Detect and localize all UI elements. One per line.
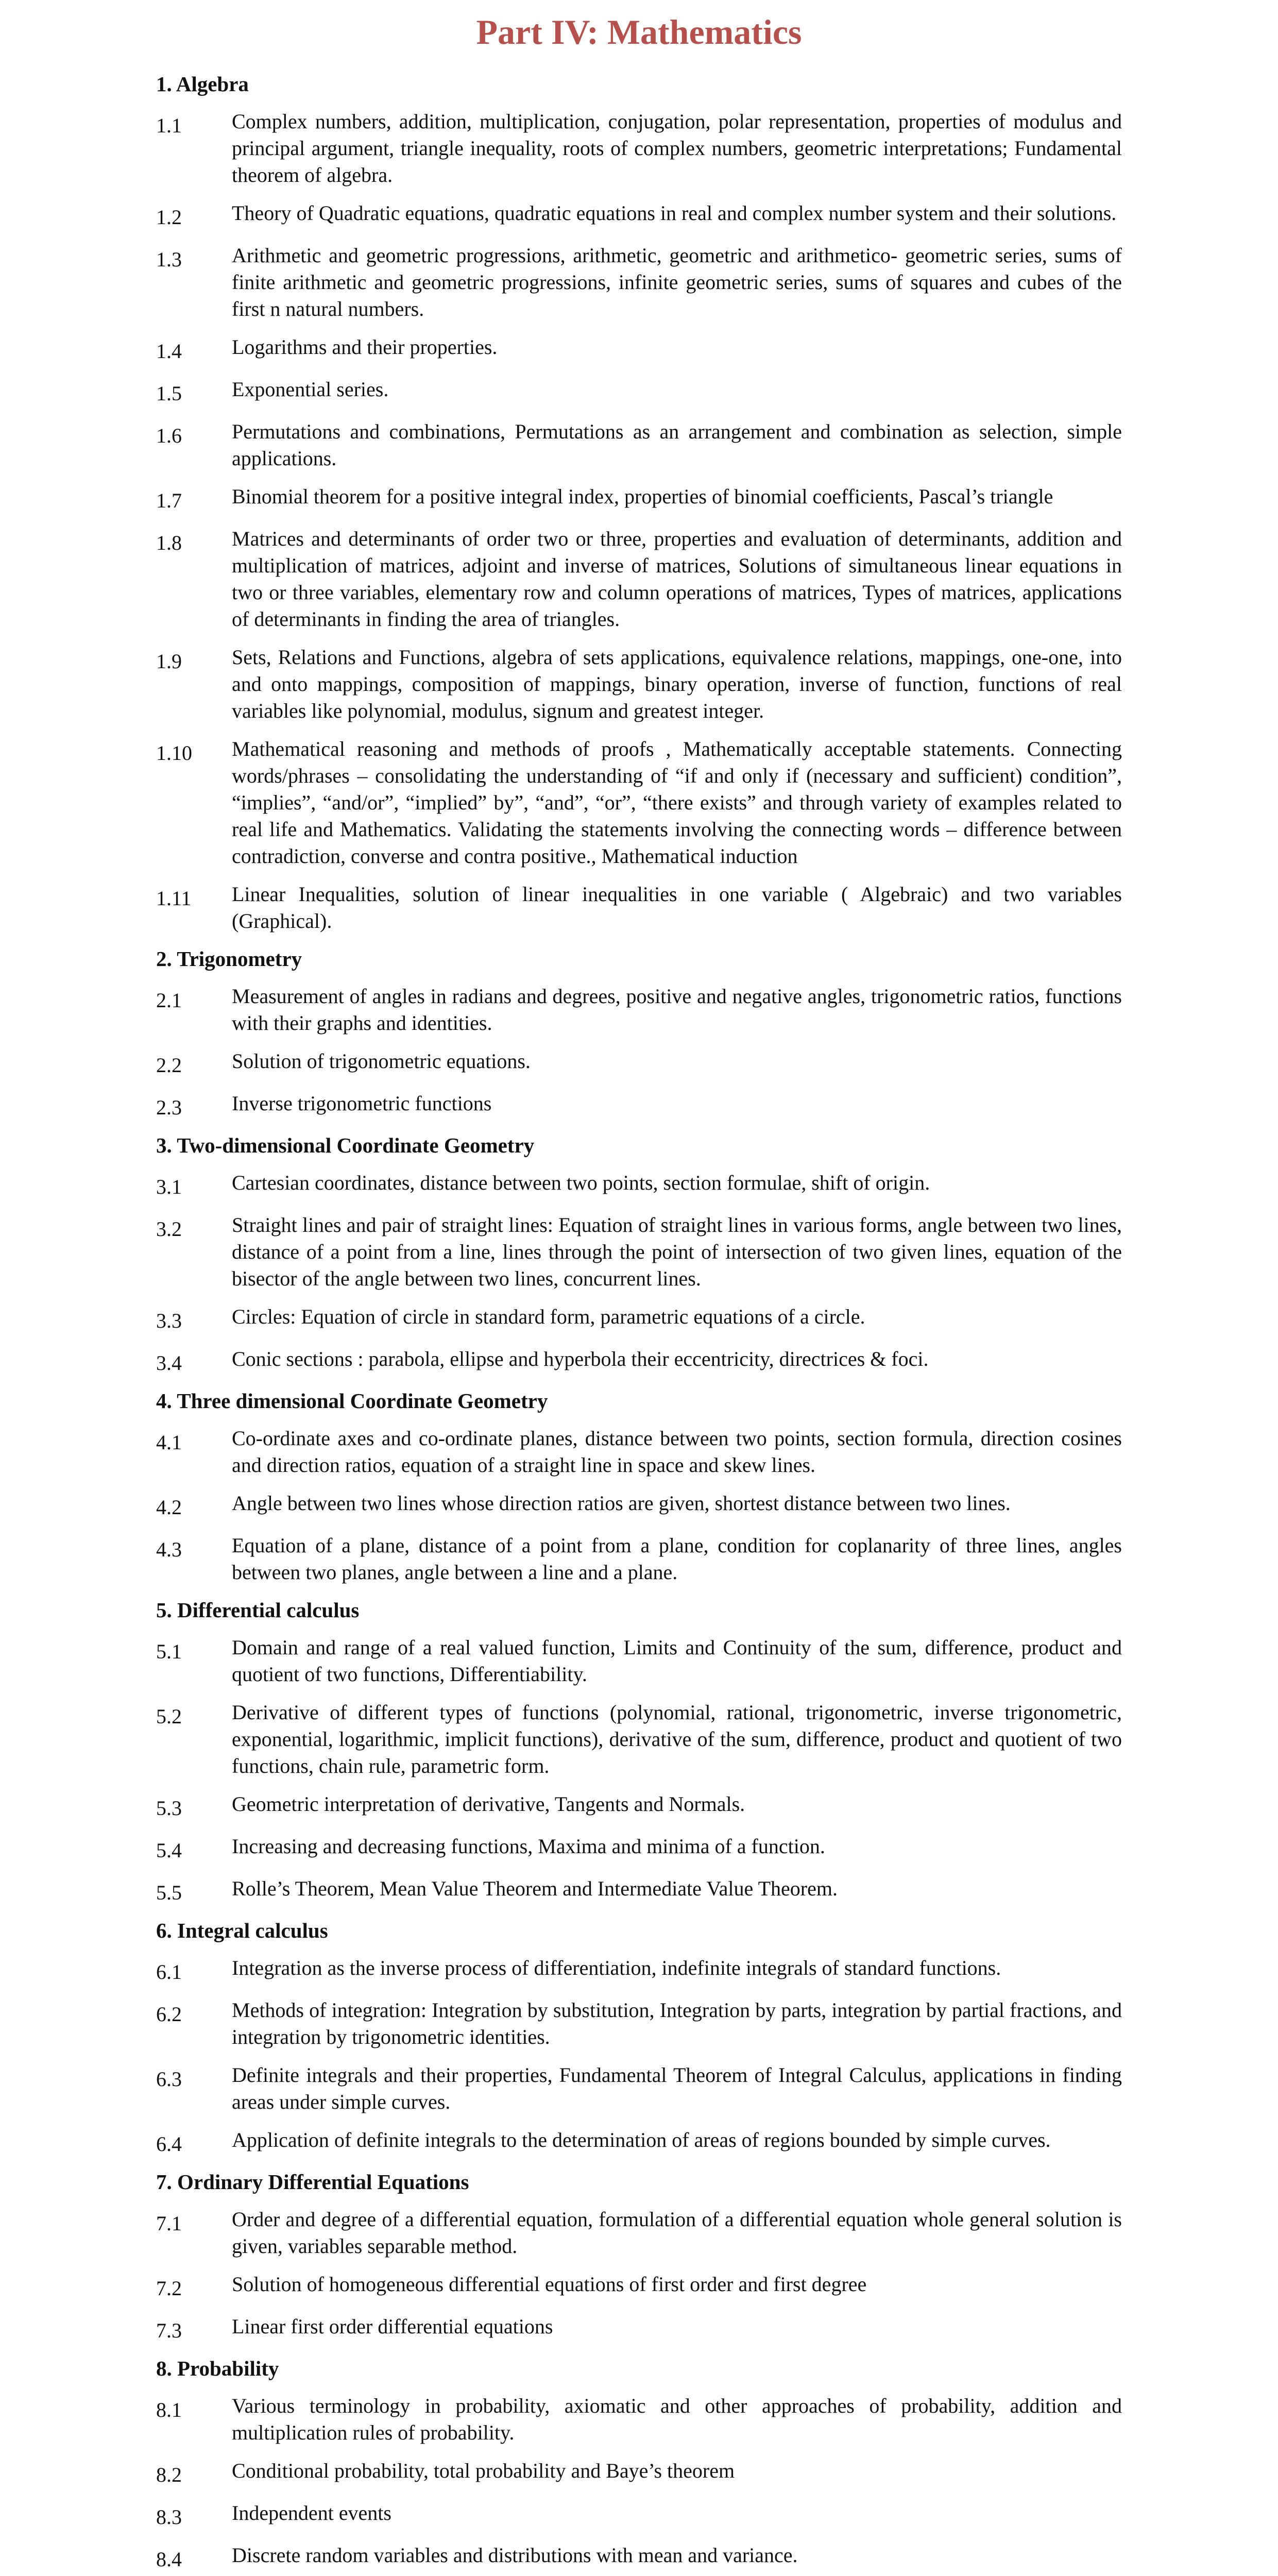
topic-number: 2.3 bbox=[156, 1096, 182, 1119]
topic-description: Mathematical reasoning and methods of proofs , Mathematically acceptable statements. Connecting words/phrases – consolidating the understanding of “if and only if (necessary and sufficient) condition”, “implies”, “and/or”, “implied” by”, “and”, “or”, “there exists” and through variety of examples related to real life and Mathematics. Validating the statements involving the connecting words – difference between contradiction, converse and contra positive., Mathematical induction bbox=[232, 737, 1122, 868]
topic-item bbox=[156, 1997, 1122, 2050]
topic-description: Definite integrals and their properties, Fundamental Theorem of Integral Calculus, applications in finding areas under simple curves. bbox=[232, 2063, 1122, 2113]
topic-description: Conic sections : parabola, ellipse and hyperbola their eccentricity, directrices & foci. bbox=[232, 1347, 929, 1370]
topic-number: 6.4 bbox=[156, 2132, 182, 2156]
syllabus-section bbox=[156, 2355, 1122, 2573]
syllabus-section bbox=[156, 1388, 1122, 1586]
topic-number: 1.6 bbox=[156, 424, 182, 447]
topic-number: 3.4 bbox=[156, 1351, 182, 1375]
topic-item bbox=[156, 200, 1122, 231]
topic-description: Methods of integration: Integration by substitution, Integration by parts, integration by partial fractions, and integration by trigonometric identities. bbox=[232, 1998, 1122, 2048]
topic-number: 5.5 bbox=[156, 1881, 182, 1904]
topic-description: Derivative of different types of functions (polynomial, rational, trigonometric, inverse trigonometric, exponential, logarithmic, implicit functions), derivative of the sum, difference, product and quotient of two functions, chain rule, parametric form. bbox=[232, 1701, 1122, 1777]
topic-number: 1.1 bbox=[156, 114, 182, 137]
topic-item bbox=[156, 2206, 1122, 2260]
topic-item bbox=[156, 1212, 1122, 1292]
topic-description: Solution of homogeneous differential equations of first order and first degree bbox=[232, 2273, 867, 2296]
topic-description: Complex numbers, addition, multiplication, conjugation, polar representation, properties of modulus and principal argument, triangle inequality, roots of complex numbers, geometric interpretations; Fundamental theorem of algebra. bbox=[232, 110, 1122, 187]
topic-item bbox=[156, 881, 1122, 935]
topic-item bbox=[156, 983, 1122, 1037]
topic-item bbox=[156, 1170, 1122, 1200]
topic-number: 4.3 bbox=[156, 1538, 182, 1561]
topic-description: Equation of a plane, distance of a point from a plane, condition for coplanarity of three lines, angles between two planes, angle between a line and a plane. bbox=[232, 1534, 1122, 1584]
section-heading: 5. Differential calculus bbox=[156, 1598, 360, 1622]
topic-item bbox=[156, 2127, 1122, 2158]
topic-item bbox=[156, 108, 1122, 189]
topic-description: Conditional probability, total probability and Baye’s theorem bbox=[232, 2459, 735, 2482]
topic-number: 6.2 bbox=[156, 2003, 182, 2026]
topic-description: Independent events bbox=[232, 2501, 391, 2524]
syllabus-section bbox=[156, 2169, 1122, 2344]
topic-item bbox=[156, 1346, 1122, 1377]
topic-item bbox=[156, 1490, 1122, 1521]
topic-description: Measurement of angles in radians and degrees, positive and negative angles, trigonometric ratios, functions with their graphs and identities. bbox=[232, 985, 1122, 1035]
section-heading: 4. Three dimensional Coordinate Geometry bbox=[156, 1389, 548, 1413]
topic-number: 4.1 bbox=[156, 1431, 182, 1454]
topic-item bbox=[156, 1532, 1122, 1586]
topic-item bbox=[156, 1303, 1122, 1334]
topic-item bbox=[156, 1791, 1122, 1822]
topic-number: 7.2 bbox=[156, 2277, 182, 2300]
topic-number: 1.3 bbox=[156, 248, 182, 271]
topic-number: 1.8 bbox=[156, 531, 182, 554]
topic-description: Application of definite integrals to the determination of areas of regions bounded by simple curves. bbox=[232, 2128, 1051, 2151]
topic-description: Theory of Quadratic equations, quadratic equations in real and complex number system and their solutions. bbox=[232, 201, 1117, 225]
topic-item bbox=[156, 418, 1122, 472]
topic-item bbox=[156, 644, 1122, 724]
topic-item bbox=[156, 1425, 1122, 1479]
topic-description: Binomial theorem for a positive integral index, properties of binomial coefficients, Pascal’s triangle bbox=[232, 485, 1053, 508]
topic-number: 3.3 bbox=[156, 1309, 182, 1332]
topic-item bbox=[156, 526, 1122, 633]
topic-description: Order and degree of a differential equation, formulation of a differential equation whole general solution is given, variables separable method. bbox=[232, 2208, 1122, 2258]
syllabus-section bbox=[156, 1918, 1122, 2158]
topic-item bbox=[156, 736, 1122, 870]
topic-item bbox=[156, 1090, 1122, 1121]
topic-number: 5.4 bbox=[156, 1839, 182, 1862]
topic-number: 1.4 bbox=[156, 340, 182, 363]
topic-description: Linear first order differential equations bbox=[232, 2315, 553, 2338]
topic-number: 7.1 bbox=[156, 2212, 182, 2235]
topic-number: 5.2 bbox=[156, 1705, 182, 1728]
topic-item bbox=[156, 2313, 1122, 2344]
topic-number: 5.1 bbox=[156, 1640, 182, 1663]
topic-item bbox=[156, 2500, 1122, 2531]
topic-description: Permutations and combinations, Permutations as an arrangement and combination as selection, simple applications. bbox=[232, 420, 1122, 470]
topic-description: Sets, Relations and Functions, algebra of sets applications, equivalence relations, mappings, one-one, into and onto mappings, composition of mappings, binary operation, inverse of function, functions of real variables like polynomial, modulus, signum and greatest integer. bbox=[232, 646, 1122, 722]
section-heading: 7. Ordinary Differential Equations bbox=[156, 2170, 469, 2194]
topic-description: Discrete random variables and distributions with mean and variance. bbox=[232, 2544, 798, 2567]
topic-description: Exponential series. bbox=[232, 378, 389, 401]
topic-description: Rolle’s Theorem, Mean Value Theorem and Intermediate Value Theorem. bbox=[232, 1877, 838, 1900]
topic-number: 2.1 bbox=[156, 989, 182, 1012]
section-heading: 6. Integral calculus bbox=[156, 1919, 328, 1942]
topic-item bbox=[156, 242, 1122, 323]
topic-number: 3.2 bbox=[156, 1217, 182, 1241]
topic-description: Co-ordinate axes and co-ordinate planes, distance between two points, section formula, direction cosines and direction ratios, equation of a straight line in space and skew lines. bbox=[232, 1427, 1122, 1477]
topic-description: Increasing and decreasing functions, Maxima and minima of a function. bbox=[232, 1835, 825, 1858]
topic-item bbox=[156, 2062, 1122, 2115]
topic-description: Solution of trigonometric equations. bbox=[232, 1049, 531, 1073]
topic-number: 8.3 bbox=[156, 2505, 182, 2529]
syllabus-sections bbox=[156, 71, 1122, 2576]
topic-number: 1.11 bbox=[156, 887, 192, 910]
topic-number: 1.5 bbox=[156, 382, 182, 405]
topic-description: Logarithms and their properties. bbox=[232, 335, 498, 359]
topic-description: Various terminology in probability, axiomatic and other approaches of probability, addition and multiplication rules of probability. bbox=[232, 2394, 1122, 2444]
section-heading: 1. Algebra bbox=[156, 72, 249, 96]
topic-number: 8.2 bbox=[156, 2463, 182, 2486]
topic-item bbox=[156, 1833, 1122, 1864]
topic-description: Domain and range of a real valued function, Limits and Continuity of the sum, difference, product and quotient of two functions, Differentiability. bbox=[232, 1636, 1122, 1686]
topic-description: Integration as the inverse process of differentiation, indefinite integrals of standard functions. bbox=[232, 1956, 1001, 1979]
topic-description: Angle between two lines whose direction ratios are given, shortest distance between two lines. bbox=[232, 1492, 1011, 1515]
topic-number: 4.2 bbox=[156, 1496, 182, 1519]
topic-description: Straight lines and pair of straight lines: Equation of straight lines in various forms, angle between two lines, distance of a point from a line, lines through the point of intersection of two given lines, equation of the bisector of the angle between two lines, concurrent lines. bbox=[232, 1213, 1122, 1290]
topic-description: Inverse trigonometric functions bbox=[232, 1092, 492, 1115]
topic-number: 1.10 bbox=[156, 741, 192, 765]
topic-item bbox=[156, 2458, 1122, 2488]
topic-item bbox=[156, 1048, 1122, 1079]
topic-item bbox=[156, 1875, 1122, 1906]
syllabus-section bbox=[156, 71, 1122, 935]
topic-number: 8.1 bbox=[156, 2398, 182, 2421]
topic-item bbox=[156, 1634, 1122, 1688]
topic-number: 1.7 bbox=[156, 489, 182, 512]
topic-number: 6.3 bbox=[156, 2067, 182, 2091]
topic-number: 6.1 bbox=[156, 1960, 182, 1984]
topic-item bbox=[156, 1955, 1122, 1986]
syllabus-section bbox=[156, 946, 1122, 1121]
topic-item bbox=[156, 483, 1122, 514]
topic-number: 1.9 bbox=[156, 650, 182, 673]
topic-item bbox=[156, 2542, 1122, 2573]
topic-number: 5.3 bbox=[156, 1797, 182, 1820]
section-heading: 3. Two-dimensional Coordinate Geometry bbox=[156, 1133, 535, 1157]
topic-item bbox=[156, 2271, 1122, 2302]
topic-description: Geometric interpretation of derivative, Tangents and Normals. bbox=[232, 1792, 745, 1816]
section-heading: 8. Probability bbox=[156, 2357, 279, 2380]
topic-number: 7.3 bbox=[156, 2319, 182, 2342]
page-title: Part IV: Mathematics bbox=[476, 12, 802, 52]
topic-number: 8.4 bbox=[156, 2548, 182, 2571]
topic-description: Circles: Equation of circle in standard form, parametric equations of a circle. bbox=[232, 1305, 865, 1328]
topic-description: Matrices and determinants of order two or three, properties and evaluation of determinants, addition and multiplication of matrices, adjoint and inverse of matrices, Solutions of simultaneous linear equations in two or three variables, elementary row and column operations of matrices, Types of matrices, applications of determinants in finding the area of triangles. bbox=[232, 527, 1122, 631]
topic-item bbox=[156, 376, 1122, 407]
syllabus-section bbox=[156, 1132, 1122, 1377]
topic-number: 1.2 bbox=[156, 206, 182, 229]
section-heading: 2. Trigonometry bbox=[156, 947, 302, 971]
topic-number: 3.1 bbox=[156, 1175, 182, 1198]
topic-number: 2.2 bbox=[156, 1054, 182, 1077]
topic-description: Arithmetic and geometric progressions, arithmetic, geometric and arithmetico- geometric series, sums of finite arithmetic and geometric progressions, infinite geometric series, sums of squares and cubes of the first n natural numbers. bbox=[232, 244, 1122, 320]
topic-item bbox=[156, 1699, 1122, 1780]
topic-item bbox=[156, 334, 1122, 365]
topic-description: Linear Inequalities, solution of linear inequalities in one variable ( Algebraic) and two variables (Graphical). bbox=[232, 883, 1122, 933]
syllabus-section bbox=[156, 1597, 1122, 1906]
topic-item bbox=[156, 2393, 1122, 2446]
topic-description: Cartesian coordinates, distance between two points, section formulae, shift of origin. bbox=[232, 1171, 930, 1194]
